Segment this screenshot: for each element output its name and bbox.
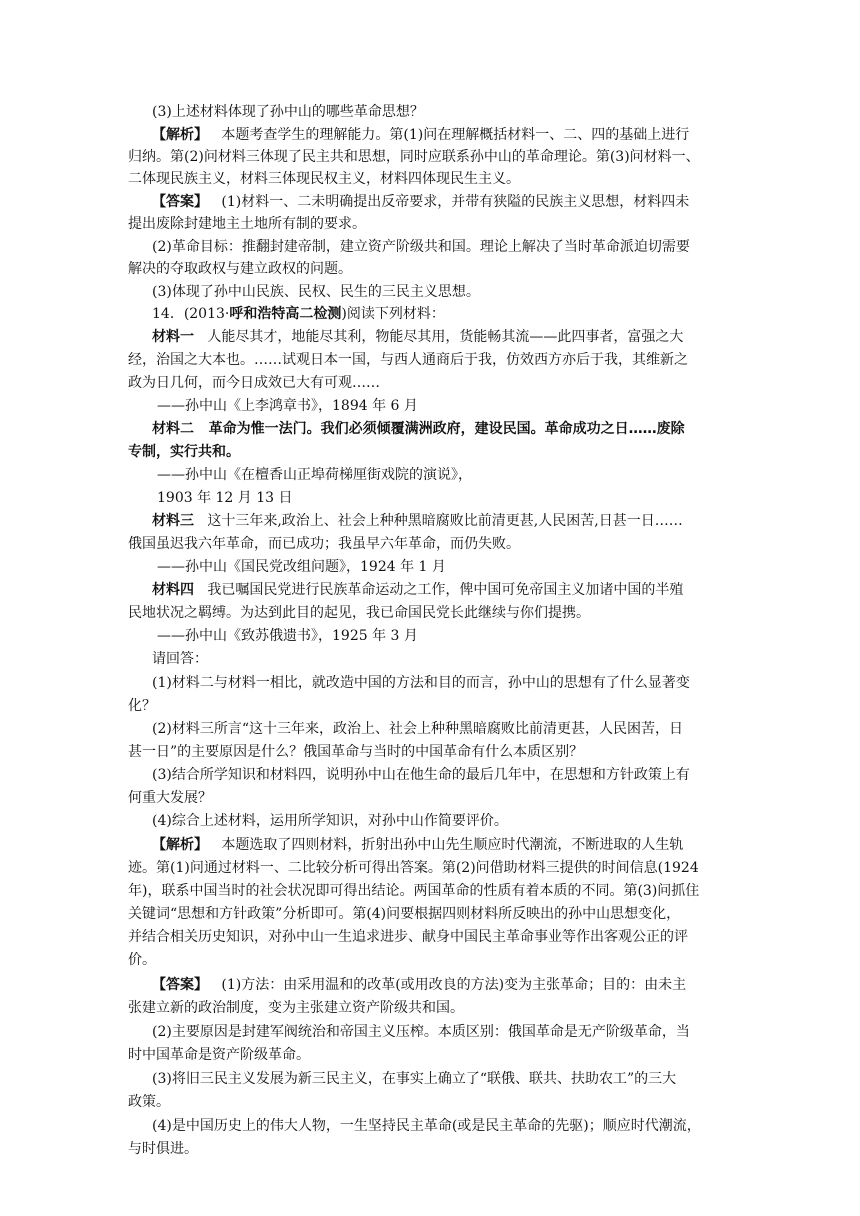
material-4-source: ——孙中山《致苏俄遗书》，1925 年 3 月	[157, 628, 418, 644]
answer-14-line-3: (2)主要原因是封建军阀统治和帝国主义压榨。本质区别：俄国革命是无产阶级革命，当	[152, 1024, 690, 1040]
analysis-14-line-2: 迹。第(1)问通过材料一、二比较分析可得出答案。第(2)问借助材料三提供的时间信息(1924	[128, 860, 699, 876]
prompt: 请回答：	[152, 651, 208, 667]
question-14-1-line-2: 化？	[128, 698, 156, 714]
material-2-source-2: 1903 年 12 月 13 日	[157, 490, 293, 506]
source-label: 呼和浩特高二检测	[229, 306, 342, 322]
material-2-tag: 材料二	[152, 421, 194, 437]
material-1-line-1: 材料一 人能尽其才，地能尽其利，物能尽其用，货能畅其流——此四事者，富强之大	[152, 329, 684, 345]
material-3-line-2: 俄国虽迟我六年革命，而已成功；我虽早六年革命，而仍失败。	[128, 536, 520, 552]
material-2-source-1: ——孙中山《在檀香山正埠荷梯厘街戏院的演说》，	[157, 467, 472, 483]
answer-tag: 【答案】	[152, 977, 208, 993]
answer-tag: 【答案】	[152, 194, 208, 210]
analysis-14-line-6: 价。	[128, 952, 156, 968]
analysis-14-line-3: 年)，联系中国当时的社会状况即可得出结论。两国革命的性质有着本质的不同。第(3)问抓住	[128, 883, 700, 899]
answer-13-line-1: 【答案】 (1)材料一、二未明确提出反帝要求，并带有狭隘的民族主义思想，材料四未	[152, 194, 690, 210]
material-3-line-1: 材料三 这十三年来,政治上、社会上种种黑暗腐败比前清更甚,人民困苦,日甚一日……	[152, 513, 683, 529]
question-14-2-line-2: 甚一日”的主要原因是什么？俄国革命与当时的中国革命有什么本质区别？	[128, 744, 584, 760]
answer-13-line-3: (2)革命目标：推翻封建帝制，建立资产阶级共和国。理论上解决了当时革命派迫切需要	[152, 239, 690, 255]
answer-14-line-2: 张建立新的政治制度，变为主张建立资产阶级共和国。	[128, 1000, 464, 1016]
question-13-3: (3)上述材料体现了孙中山的哪些革命思想？	[152, 104, 424, 120]
material-4-line-2: 民地状况之羁缚。为达到此目的起见，我已命国民党长此继续与你们提携。	[128, 605, 590, 621]
question-14-2-line-1: (2)材料三所言“这十三年来，政治上、社会上种种黑暗腐败比前清更甚，人民困苦，日	[152, 721, 683, 737]
question-14-header: 14．(2013·呼和浩特高二检测)阅读下列材料：	[152, 306, 445, 322]
question-14-4: (4)综合上述材料，运用所学知识，对孙中山作简要评价。	[152, 813, 508, 829]
analysis-14-line-1: 【解析】 本题选取了四则材料，折射出孙中山先生顺应时代潮流，不断进取的人生轨	[152, 837, 684, 853]
analysis-14-line-4: 关键词“思想和方针政策”分析即可。第(4)问要根据四则材料所反映出的孙中山思想变化，	[128, 906, 681, 922]
material-1-source: ——孙中山《上李鸿章书》，1894 年 6 月	[157, 398, 418, 414]
answer-14-line-7: (4)是中国历史上的伟大人物，一生坚持民主革命(或是民主革命的先驱)；顺应时代潮流，	[152, 1118, 701, 1134]
analysis-13-line-2: 归纳。第(2)问材料三体现了民主共和思想，同时应联系孙中山的革命理论。第(3)问材料一、	[128, 149, 700, 165]
analysis-tag: 【解析】	[152, 127, 208, 143]
material-1-line-3: 政为日几何，而今日成效已大有可观……	[128, 375, 380, 391]
answer-14-line-8: 与时俱进。	[128, 1141, 198, 1157]
question-14-3-line-1: (3)结合所学知识和材料四，说明孙中山在他生命的最后几年中，在思想和方针政策上有	[152, 767, 690, 783]
answer-13-line-2: 提出废除封建地主土地所有制的要求。	[128, 216, 366, 232]
question-14-3-line-2: 何重大发展？	[128, 790, 212, 806]
material-2-line-1: 材料二 革命为惟一法门。我们必须倾覆满洲政府，建设民国。革命成功之日……废除	[152, 421, 685, 437]
answer-14-line-6: 政策。	[128, 1094, 170, 1110]
material-2-line-2: 专制，实行共和。	[128, 444, 240, 460]
material-3-tag: 材料三	[152, 513, 194, 529]
material-3-source: ——孙中山《国民党改组问题》，1924 年 1 月	[157, 559, 446, 575]
material-1-line-2: 经，治国之大本也。……试观日本一国，与西人通商后于我，仿效西方亦后于我，其维新之	[128, 352, 688, 368]
analysis-13-line-3: 二体现民族主义，材料三体现民权主义，材料四体现民生主义。	[128, 171, 520, 187]
answer-14-line-4: 时中国革命是资产阶级革命。	[128, 1047, 310, 1063]
material-1-tag: 材料一	[152, 329, 194, 345]
material-4-line-1: 材料四 我已嘱国民党进行民族革命运动之工作，俾中国可免帝国主义加诸中国的半殖	[152, 582, 684, 598]
analysis-14-line-5: 并结合相关历史知识，对孙中山一生追求进步、献身中国民主革命事业等作出客观公正的评	[128, 929, 688, 945]
analysis-13-line-1: 【解析】 本题考查学生的理解能力。第(1)问在理解概括材料一、二、四的基础上进行	[152, 127, 690, 143]
answer-14-line-1: 【答案】 (1)方法：由采用温和的改革(或用改良的方法)变为主张革命；目的：由未主	[152, 977, 687, 993]
analysis-tag: 【解析】	[152, 837, 208, 853]
material-4-tag: 材料四	[152, 582, 194, 598]
answer-13-line-4: 解决的夺取政权与建立政权的问题。	[128, 261, 352, 277]
answer-14-line-5: (3)将旧三民主义发展为新三民主义，在事实上确立了“联俄、联共、扶助农工”的三大	[152, 1071, 677, 1087]
answer-13-line-5: (3)体现了孙中山民族、民权、民生的三民主义思想。	[152, 284, 480, 300]
question-14-1-line-1: (1)材料二与材料一相比，就改造中国的方法和目的而言，孙中山的思想有了什么显著变	[152, 675, 690, 691]
